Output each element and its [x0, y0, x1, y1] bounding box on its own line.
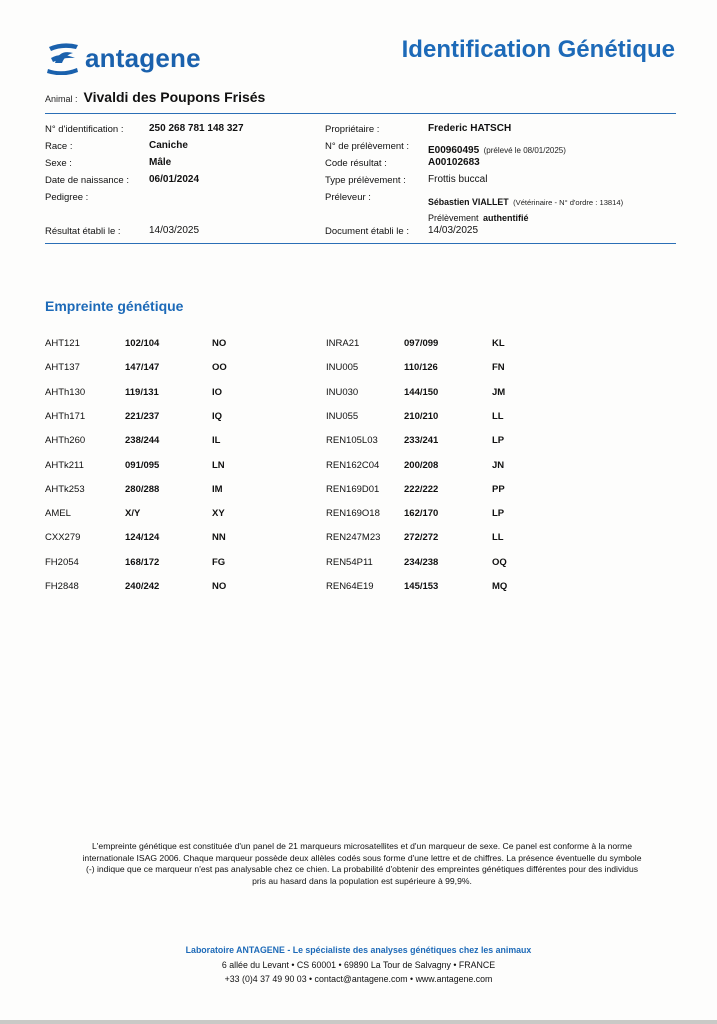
sex-value: Mâle: [149, 157, 172, 168]
marker-alleles: 210/210: [404, 410, 439, 422]
sample-number-value: E00960495: [428, 145, 480, 156]
marker-alleles: 233/241: [404, 435, 439, 447]
animal-line: [45, 89, 265, 105]
collector-value: Sébastien VIALLET: [428, 197, 509, 207]
marker-alleles: 102/104: [125, 338, 160, 349]
note-line: (-) indique que ce marqueur n'est pas analysable chez ce chien. La probabilité d'obtenir des empreintes génétiques différentes pour des individus: [85, 864, 639, 874]
marker-name: AHTk211: [45, 459, 84, 471]
marker-code: LL: [492, 410, 504, 422]
note-line: L'empreinte génétique est constituée d'un panel de 21 marqueurs microsatellites et d'un marqueur de sexe. Ce panel est conforme à la norme: [92, 841, 632, 851]
pedigree-label: Pedigree :: [45, 192, 89, 203]
sample-type-value: Frottis buccal: [428, 174, 488, 185]
marker-alleles: 119/131: [125, 386, 159, 398]
marker-name: REN247M23: [326, 532, 381, 544]
marker-code: OQ: [492, 556, 507, 568]
marker-name: FH2054: [45, 556, 79, 568]
marker-code: IQ: [212, 410, 223, 422]
marker-alleles: 168/172: [125, 556, 160, 568]
document-date-value: 14/03/2025: [428, 225, 479, 236]
marker-code: XY: [212, 508, 225, 520]
dob-value: 06/01/2024: [149, 174, 200, 185]
marker-code: FN: [492, 362, 505, 374]
marker-alleles: 097/099: [404, 338, 439, 349]
owner-value: Frederic HATSCH: [428, 123, 512, 134]
footer-contact: +33 (0)4 37 49 90 03 • contact@antagene.com • www.antagene.com: [224, 974, 493, 984]
marker-code: LP: [492, 435, 505, 447]
marker-name: REN162C04: [326, 459, 380, 471]
auth-prefix: Prélèvement: [428, 213, 479, 223]
antagene-logo: [45, 40, 201, 76]
marker-code: FG: [212, 556, 226, 568]
marker-name: INU055: [326, 410, 359, 422]
marker-name: AHTh260: [45, 435, 86, 447]
antagene-logo-icon: [45, 41, 81, 75]
auth-value: authentifié: [482, 213, 529, 223]
marker-code: JN: [492, 459, 505, 471]
race-label: Race :: [45, 141, 73, 152]
result-code-value: A00102683: [428, 157, 480, 168]
marker-alleles: 272/272: [404, 532, 439, 544]
collector-label: Préleveur :: [325, 192, 371, 203]
authentication-line: [428, 208, 529, 226]
explanatory-note: [48, 841, 676, 887]
marker-name: REN169O18: [326, 508, 380, 520]
marker-alleles: 222/222: [404, 483, 439, 495]
marker-code: NO: [212, 581, 227, 592]
marker-code: KL: [492, 338, 505, 349]
marker-alleles: 234/238: [404, 556, 439, 568]
marker-alleles: 144/150: [404, 386, 439, 398]
sample-number: [428, 140, 566, 158]
marker-code: IO: [212, 386, 223, 398]
marker-code: MQ: [492, 581, 508, 592]
result-date-value: 14/03/2025: [149, 225, 200, 236]
footer-address: 6 allée du Levant • CS 60001 • 69890 La Tour de Salvagny • FRANCE: [221, 960, 496, 970]
marker-code: LN: [212, 459, 225, 471]
marker-name: AHTh171: [45, 410, 86, 422]
marker-alleles: 162/170: [404, 508, 439, 520]
marker-alleles: 091/095: [125, 459, 160, 471]
marker-alleles: 221/237: [125, 410, 160, 422]
marker-name: AMEL: [45, 508, 71, 520]
marker-code: PP: [492, 483, 505, 495]
marker-code: LL: [492, 532, 504, 544]
sample-number-label: N° de prélèvement :: [325, 141, 410, 152]
marker-name: AHT121: [45, 338, 80, 349]
marker-name: INRA21: [326, 338, 360, 349]
marker-name: REN169D01: [326, 483, 380, 495]
note-line: internationale ISAG 2006. Chaque marqueur possède deux allèles codés sous forme d'une lettre et de chiffres. La présence éventuelle du symbole: [82, 852, 642, 863]
owner-label: Propriétaire :: [325, 124, 380, 135]
sample-date-note: (prélevé le 08/01/2025): [483, 146, 566, 155]
marker-name: INU030: [326, 386, 359, 398]
animal-name: Vivaldi des Poupons Frisés: [83, 89, 266, 105]
race-value: Caniche: [149, 140, 188, 151]
logo-text: antagene: [85, 42, 201, 73]
sample-type-label: Type prélèvement :: [325, 175, 406, 186]
dob-label: Date de naissance :: [45, 175, 129, 186]
marker-code: NO: [212, 338, 227, 349]
marker-code: LP: [492, 508, 505, 520]
marker-name: REN54P11: [326, 556, 373, 568]
marker-alleles: 124/124: [125, 532, 160, 544]
id-value: 250 268 781 148 327: [149, 123, 244, 134]
marker-code: IM: [212, 483, 223, 495]
document-title: Identification Génétique: [401, 36, 675, 63]
footer-title: Laboratoire ANTAGENE - Le spécialiste des analyses génétiques chez les animaux: [185, 945, 532, 955]
header-rule: [45, 113, 676, 114]
result-date-label: Résultat établi le :: [45, 226, 121, 237]
marker-alleles: 200/208: [404, 459, 439, 471]
id-label: N° d'identification :: [45, 124, 124, 135]
sex-label: Sexe :: [45, 158, 72, 169]
fingerprint-title: Empreinte génétique: [45, 298, 184, 314]
marker-code: NN: [212, 532, 226, 544]
document-date-label: Document établi le :: [325, 226, 409, 237]
info-rule: [45, 243, 676, 244]
marker-alleles: 238/244: [125, 435, 160, 447]
note-line: pris au hasard dans la population est supérieure à 99,9%.: [252, 875, 472, 886]
marker-code: IL: [212, 435, 221, 447]
marker-name: AHT137: [45, 362, 80, 374]
marker-alleles: 145/153: [404, 581, 439, 592]
marker-name: AHTh130: [45, 386, 86, 398]
marker-name: REN105L03: [326, 435, 378, 447]
animal-label: Animal :: [45, 94, 78, 104]
marker-code: JM: [492, 386, 506, 398]
page-edge: [0, 1020, 717, 1024]
marker-alleles: 240/242: [125, 581, 160, 592]
collector-note: (Vétérinaire - N° d'ordre : 13814): [513, 198, 624, 207]
marker-alleles: X/Y: [125, 508, 141, 520]
result-code-label: Code résultat :: [325, 158, 387, 169]
marker-name: FH2848: [45, 581, 79, 592]
marker-alleles: 110/126: [404, 362, 438, 374]
marker-alleles: 280/288: [125, 483, 160, 495]
marker-name: INU005: [326, 362, 359, 374]
marker-name: CXX279: [45, 532, 81, 544]
marker-name: REN64E19: [326, 581, 374, 592]
marker-alleles: 147/147: [125, 362, 160, 374]
marker-code: OO: [212, 362, 227, 374]
marker-name: AHTk253: [45, 483, 85, 495]
